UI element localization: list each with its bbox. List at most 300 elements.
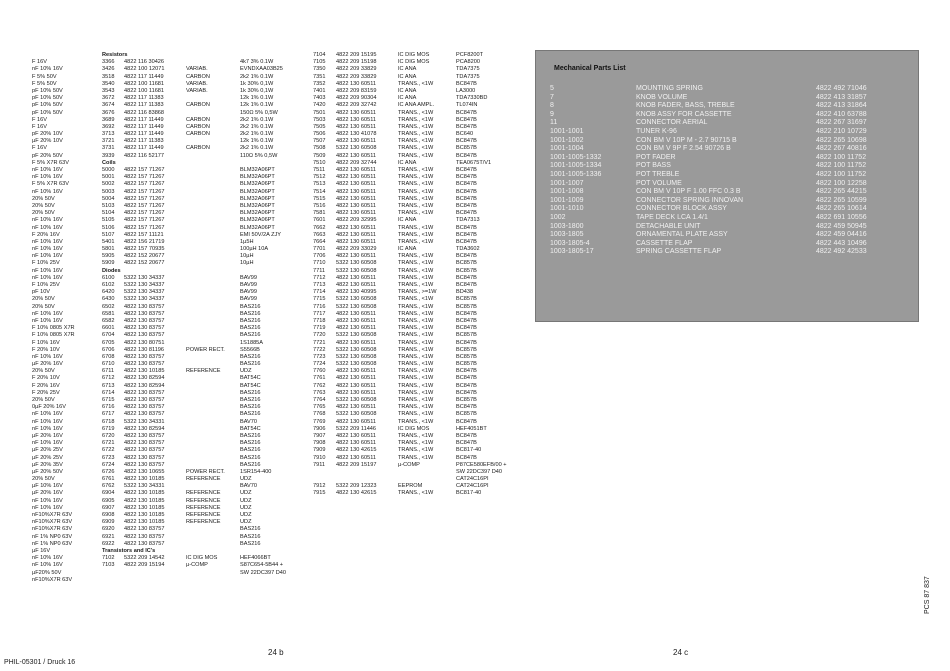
part-type [186, 174, 240, 181]
part-description: EMI 50V/2A ZJY [240, 231, 282, 238]
mech-description: CONNECTOR AERIAL [636, 119, 708, 127]
capacitor-value: nF 10% 16V [32, 174, 63, 181]
part-code: 4822 100 11681 [124, 80, 165, 87]
mech-part-code: 4822 267 31697 [816, 119, 867, 127]
mech-position: 1001-1007 [550, 179, 584, 187]
part-code: 4822 130 83757 [124, 540, 165, 547]
part-description: LA3000 [456, 87, 476, 94]
part-description: 2k2 1% 0.1W [240, 116, 274, 123]
table-row [313, 59, 523, 66]
part-code: 4822 152 20677 [124, 260, 165, 267]
mech-description: CASSETTE FLAP [636, 239, 693, 247]
mech-part-code: 4822 267 40816 [816, 145, 867, 153]
part-description: BC857B [456, 303, 477, 310]
part-description: BC847B [456, 454, 477, 461]
capacitor-value: nF 10% 16V [32, 246, 63, 253]
part-description: BAV70 [240, 483, 257, 490]
part-type: REFERENCE [186, 476, 221, 483]
part-code: 4822 130 83757 [124, 447, 165, 454]
part-code: 5322 130 34331 [124, 418, 165, 425]
table-row [313, 340, 523, 347]
part-code: 5322 130 60508 [336, 353, 377, 360]
part-type [186, 210, 240, 217]
part-type [186, 332, 240, 339]
part-type: µ-COMP [186, 562, 208, 569]
part-type: IC ANA [398, 87, 417, 94]
part-description: BAS216 [240, 440, 261, 447]
part-code: 4822 209 15195 [336, 52, 377, 58]
mech-position: 5 [550, 85, 554, 92]
table-row [313, 433, 523, 440]
part-description: BAV70 [240, 418, 257, 425]
mechanical-part-row [550, 102, 896, 111]
position-number: 7506 [313, 131, 326, 138]
part-description: BC857B [456, 267, 477, 274]
mech-position: 1003-1805-4 [550, 239, 590, 247]
position-number: 7513 [313, 181, 326, 188]
part-type [186, 296, 240, 303]
table-row [313, 318, 523, 325]
table-row [102, 117, 300, 124]
capacitor-value: nF10%X7R 63V [32, 526, 73, 533]
table-row [102, 260, 300, 267]
part-code: 4822 116 30426 [124, 59, 165, 66]
mech-description: KNOB FADER, BASS, TREBLE [636, 102, 735, 110]
part-description: BAS216 [240, 461, 261, 468]
mech-description: CON BM V 9P F 2.54 90726 B [636, 145, 731, 153]
part-code: 4822 130 60511 [336, 109, 377, 116]
table-row [102, 189, 300, 196]
table-row [102, 383, 300, 390]
part-type [186, 167, 240, 174]
table-row [102, 354, 300, 361]
table-row [102, 253, 300, 260]
part-type: IC ANA [398, 217, 417, 224]
position-number: 7509 [313, 152, 326, 159]
part-description: BC847B [456, 274, 477, 281]
part-code: 4822 130 60511 [336, 210, 377, 217]
part-code: 4822 130 60511 [336, 339, 377, 346]
table-row [102, 196, 300, 203]
capacitor-value: µF 20% 50V [32, 468, 63, 475]
part-code: 4822 130 83757 [124, 454, 165, 461]
part-description: BC847B [456, 418, 477, 425]
capacitor-value: 20% 50V [32, 397, 55, 403]
mech-description: POT VOLUME [636, 179, 682, 187]
part-code: 4822 130 60511 [336, 231, 377, 238]
part-code: 5322 130 60508 [336, 260, 377, 267]
part-type [186, 383, 240, 390]
part-code: 4822 130 60511 [336, 238, 377, 245]
table-row [102, 311, 300, 318]
part-code: 4822 130 83757 [124, 353, 165, 360]
part-type [186, 181, 240, 188]
part-type [398, 469, 456, 476]
table-row [102, 153, 300, 160]
position-number: 7717 [313, 310, 326, 317]
capacitor-value: nF 10% 16V [32, 224, 63, 231]
position-number: 7706 [313, 253, 326, 260]
part-description: SW 22DC397 D40 [240, 569, 287, 576]
part-type: TRANS., <1W [398, 116, 434, 123]
table-row [313, 462, 523, 469]
position-number: 6713 [102, 382, 115, 389]
table-row [313, 167, 523, 174]
position-number: 3676 [102, 109, 115, 116]
part-code: 4822 157 71267 [124, 217, 165, 224]
capacitor-value: nF 10% 16V [32, 253, 63, 260]
capacitor-value: F 16V [32, 116, 47, 123]
part-type: TRANS., <1W [398, 317, 434, 324]
table-row [313, 253, 523, 260]
part-type: TRANS., <1W [398, 195, 434, 202]
part-type: REFERENCE [186, 504, 221, 511]
part-type [186, 225, 240, 232]
part-type [186, 447, 240, 454]
table-row [313, 131, 523, 138]
part-code: 4822 152 20677 [124, 253, 165, 260]
table-row [102, 110, 300, 117]
capacitor-value: nF 10% 16V [32, 66, 63, 73]
part-code: 4822 100 12071 [124, 66, 165, 73]
section-heading [102, 52, 300, 59]
part-code: 4822 209 15194 [124, 562, 165, 569]
part-type: TRANS., <1W [398, 382, 434, 389]
table-row [102, 368, 300, 375]
position-number: 6100 [102, 274, 115, 281]
table-row [102, 505, 300, 512]
part-code: 4822 209 90304 [336, 95, 377, 102]
mech-description: CONNECTOR BLOCK ASSY [636, 205, 727, 213]
part-type: TRANS., <1W [398, 260, 434, 267]
part-code: 5322 130 60508 [336, 411, 377, 418]
table-row [313, 210, 523, 217]
capacitor-value: nF 10% 16V [32, 440, 63, 447]
part-type: IC DIG MOS [398, 59, 430, 66]
mech-description: POT FADER [636, 153, 676, 161]
position-number: 7103 [102, 562, 115, 569]
table-row [102, 145, 300, 152]
part-type: TRANS., <1W [398, 188, 434, 195]
position-number: 7501 [313, 109, 326, 116]
part-description: BAV99 [240, 274, 257, 281]
table-row [102, 275, 300, 282]
part-description: TDA7375 [456, 66, 480, 73]
part-description: BAS216 [240, 303, 261, 310]
mechanical-part-row [550, 171, 896, 180]
table-row [313, 81, 523, 88]
position-number: 5905 [102, 253, 115, 260]
part-code: 4822 130 60511 [336, 202, 377, 209]
part-type: TRANS., <1W [398, 224, 434, 231]
mechanical-part-row [550, 162, 896, 171]
position-number: 5105 [102, 217, 115, 224]
part-description: BC857B [456, 145, 477, 152]
part-description: BC817-40 [456, 447, 482, 454]
part-code: 4822 117 11449 [124, 131, 164, 138]
capacitor-value: nF 10% 16V [32, 562, 63, 569]
part-code: 4822 157 70935 [124, 246, 165, 253]
capacitor-value: pF 20% 10V [32, 131, 63, 138]
position-number: 6706 [102, 346, 115, 353]
part-code: 4822 130 10185 [124, 368, 165, 375]
part-type: TRANS., <1W [398, 353, 434, 360]
mech-part-code: 4822 100 11752 [816, 153, 867, 161]
capacitor-value: 20% 50V [32, 368, 55, 375]
part-type: TRANS., <1W [398, 238, 434, 245]
table-row [313, 225, 523, 232]
part-description: HEF4066BT [240, 555, 271, 562]
part-code: 4822 130 83757 [124, 440, 165, 447]
position-number: 7760 [313, 368, 326, 375]
part-type: VARIAB. [186, 66, 208, 73]
table-row [313, 145, 523, 152]
part-description: BC847B [456, 210, 477, 217]
position-number: 7915 [313, 490, 326, 497]
part-type: TRANS., <1W [398, 138, 434, 145]
position-number [313, 476, 336, 483]
position-number: 6920 [102, 526, 115, 533]
part-code: 4822 130 83757 [124, 325, 165, 332]
mech-description: KNOB VOLUME [636, 93, 688, 101]
part-description: 150Ω 5% 0,5W [240, 109, 278, 116]
part-type [186, 375, 240, 382]
position-number: 6722 [102, 447, 115, 454]
position-number: 7714 [313, 289, 326, 296]
position-number: 7663 [313, 231, 326, 238]
mech-description: ORNAMENTAL PLATE ASSY [636, 231, 728, 239]
part-type: IC DIG MOS [398, 425, 430, 432]
part-description: PCA8200 [456, 59, 480, 66]
part-description: BAS216 [240, 397, 261, 403]
part-type: TRANS., <1W [398, 231, 434, 238]
part-description: UDZ [240, 490, 252, 497]
table-row [313, 95, 523, 102]
part-type: TRANS., <1W [398, 123, 434, 130]
part-description: BAT54C [240, 425, 261, 432]
part-type: TRANS., <1W [398, 361, 434, 368]
part-code: 4822 156 21719 [124, 238, 165, 245]
table-row [313, 368, 523, 375]
part-code: 4822 130 60511 [336, 282, 377, 288]
section-heading-label: Transistors and IC's [102, 547, 156, 554]
capacitor-value: pF 10% 50V [32, 87, 63, 94]
part-description: 2k2 1% 0.1W [240, 145, 274, 152]
position-number: 3426 [102, 66, 115, 73]
position-number: 6711 [102, 368, 115, 375]
part-type: TRANS., <1W [398, 332, 434, 339]
table-row [102, 81, 300, 88]
part-type: IC DIG MOS [186, 555, 218, 562]
part-description: 4k7 3% 0.1W [240, 59, 274, 66]
position-number: 6904 [102, 490, 115, 497]
table-row [102, 361, 300, 368]
table-row [313, 390, 523, 397]
part-code [124, 570, 186, 577]
part-code: 5322 130 34331 [124, 483, 165, 490]
part-code: 4822 116 52177 [124, 152, 165, 159]
part-code: 4822 116 83868 [124, 109, 165, 116]
part-type: IC ANA [398, 73, 417, 80]
parts-list-column-1 [102, 52, 300, 577]
part-type: IC DIG MOS [398, 52, 430, 58]
mech-position: 1001-1010 [550, 205, 584, 213]
part-code: 4822 209 15197 [336, 461, 377, 468]
part-code: 4822 130 60511 [336, 375, 377, 382]
position-number: 7581 [313, 210, 326, 217]
part-code: 4822 117 11449 [124, 145, 164, 152]
part-description: UDZ [240, 497, 252, 504]
position-number: 3540 [102, 80, 115, 87]
part-description: UDZ [240, 368, 252, 375]
part-description: BC847B [456, 238, 477, 245]
part-type: POWER RECT. [186, 468, 225, 475]
part-type: TRANS., <1W [398, 447, 434, 454]
part-type [186, 526, 240, 533]
table-row [102, 318, 300, 325]
part-type [186, 354, 240, 361]
part-description: BC847B [456, 440, 477, 447]
position-number: 7724 [313, 361, 326, 368]
part-type: TRANS., <1W [398, 253, 434, 260]
part-code: 4822 130 60511 [336, 116, 377, 123]
part-type [186, 541, 240, 548]
capacitor-value: µF 16V [32, 547, 51, 554]
table-row [102, 519, 300, 526]
part-code: 4822 130 83757 [124, 526, 165, 533]
part-description: CAT24C16PI [456, 476, 489, 483]
position-number: 7763 [313, 389, 326, 396]
mech-description: SPRING CASSETTE FLAP [636, 248, 722, 256]
part-description: SW 22DC397 D40 [456, 468, 503, 475]
table-row [102, 498, 300, 505]
capacitor-value: nF 1% NP0 63V [32, 533, 73, 540]
mech-description: POT TREBLE [636, 170, 680, 178]
section-heading-label: Resistors [102, 52, 128, 58]
part-code: 4822 130 83757 [124, 317, 165, 324]
table-row [102, 541, 300, 548]
part-code: 4822 130 60511 [336, 382, 377, 389]
part-code: 4822 209 15198 [336, 59, 377, 66]
part-type [186, 260, 240, 267]
position-number: 7909 [313, 447, 326, 454]
part-type: POWER RECT. [186, 346, 225, 353]
part-type: IC ANA AMPL. [398, 102, 435, 109]
part-description: BC847B [456, 339, 477, 346]
part-description: 100µH 10A [240, 246, 269, 253]
table-row [102, 174, 300, 181]
table-row [102, 225, 300, 232]
part-code: 4822 209 33829 [336, 73, 377, 80]
position-number: 7907 [313, 432, 326, 439]
part-code: 4822 130 83757 [124, 303, 165, 310]
part-code: 4822 130 60511 [336, 317, 377, 324]
page-number-left: 24 b [268, 648, 284, 657]
part-description: BAT54C [240, 382, 261, 389]
part-code: 4822 130 60511 [336, 432, 377, 439]
part-code: 4822 117 11449 [124, 123, 164, 130]
position-number: 5000 [102, 167, 115, 173]
position-number: 7912 [313, 483, 326, 490]
table-row [313, 440, 523, 447]
table-row [102, 167, 300, 174]
part-code: 4822 130 42615 [336, 447, 377, 454]
capacitor-value: F 5% X7R 63V [32, 181, 69, 188]
position-number: 7352 [313, 80, 326, 87]
table-row [313, 455, 523, 462]
part-type: TRANS., <1W [398, 131, 434, 138]
position-number: 7764 [313, 397, 326, 403]
section-heading [102, 268, 300, 275]
part-description: BAS216 [240, 310, 261, 317]
table-row [102, 390, 300, 397]
part-type: TRANS., <1W [398, 368, 434, 375]
part-code: 5322 130 60508 [336, 397, 377, 403]
part-code: 4822 209 32742 [336, 102, 377, 109]
part-code: 5322 130 34337 [124, 274, 165, 281]
part-description: PCF8200T [456, 52, 484, 58]
part-type: TRANS., <1W [398, 432, 434, 439]
part-description: 12k 1% 0.1W [240, 138, 274, 145]
page-24c [525, 0, 950, 671]
part-code: 4822 100 11681 [124, 87, 165, 94]
part-type: CARBON [186, 73, 210, 80]
part-description: BC857B [456, 411, 477, 418]
part-type [186, 289, 240, 296]
mech-part-code: 4822 691 10556 [816, 213, 867, 221]
part-description: BAS216 [240, 325, 261, 332]
table-row [102, 426, 300, 433]
position-number: 5103 [102, 202, 115, 209]
part-description: BC847B [456, 116, 477, 123]
part-type: TRANS., <1W [398, 274, 434, 281]
table-row [313, 397, 523, 404]
part-code: 4822 130 60511 [336, 195, 377, 202]
position-number: 7719 [313, 325, 326, 332]
position-number: 3689 [102, 116, 115, 123]
part-type: REFERENCE [186, 497, 221, 504]
table-row [313, 447, 523, 454]
mechanical-part-row [550, 205, 896, 214]
position-number: 6420 [102, 289, 115, 296]
part-type: TRANS., <1W [398, 210, 434, 217]
table-row [313, 160, 523, 167]
position-number: 7723 [313, 353, 326, 360]
part-type: TRANS., <1W [398, 152, 434, 159]
mechanical-part-row [550, 154, 896, 163]
part-type [186, 189, 240, 196]
position-number: 7712 [313, 274, 326, 281]
part-code: 4822 130 81196 [124, 346, 165, 353]
part-type [186, 282, 240, 289]
mech-position: 7 [550, 93, 554, 101]
part-code: 5322 130 60508 [336, 361, 377, 368]
table-row [102, 440, 300, 447]
position-number: 6102 [102, 282, 115, 288]
capacitor-value: µF 10% 16V [32, 483, 63, 490]
mech-part-code: 4822 492 71046 [816, 85, 867, 92]
capacitor-value: nF 10% 16V [32, 504, 63, 511]
table-row [102, 340, 300, 347]
table-row [313, 476, 523, 483]
table-row [313, 483, 523, 490]
part-description: BC847B [456, 152, 477, 159]
part-type [186, 110, 240, 117]
capacitor-value: nF 10% 16V [32, 267, 63, 274]
part-code: 4822 130 83757 [124, 533, 165, 540]
part-description: BC857B [456, 346, 477, 353]
part-description: TDA7375 [456, 73, 480, 80]
